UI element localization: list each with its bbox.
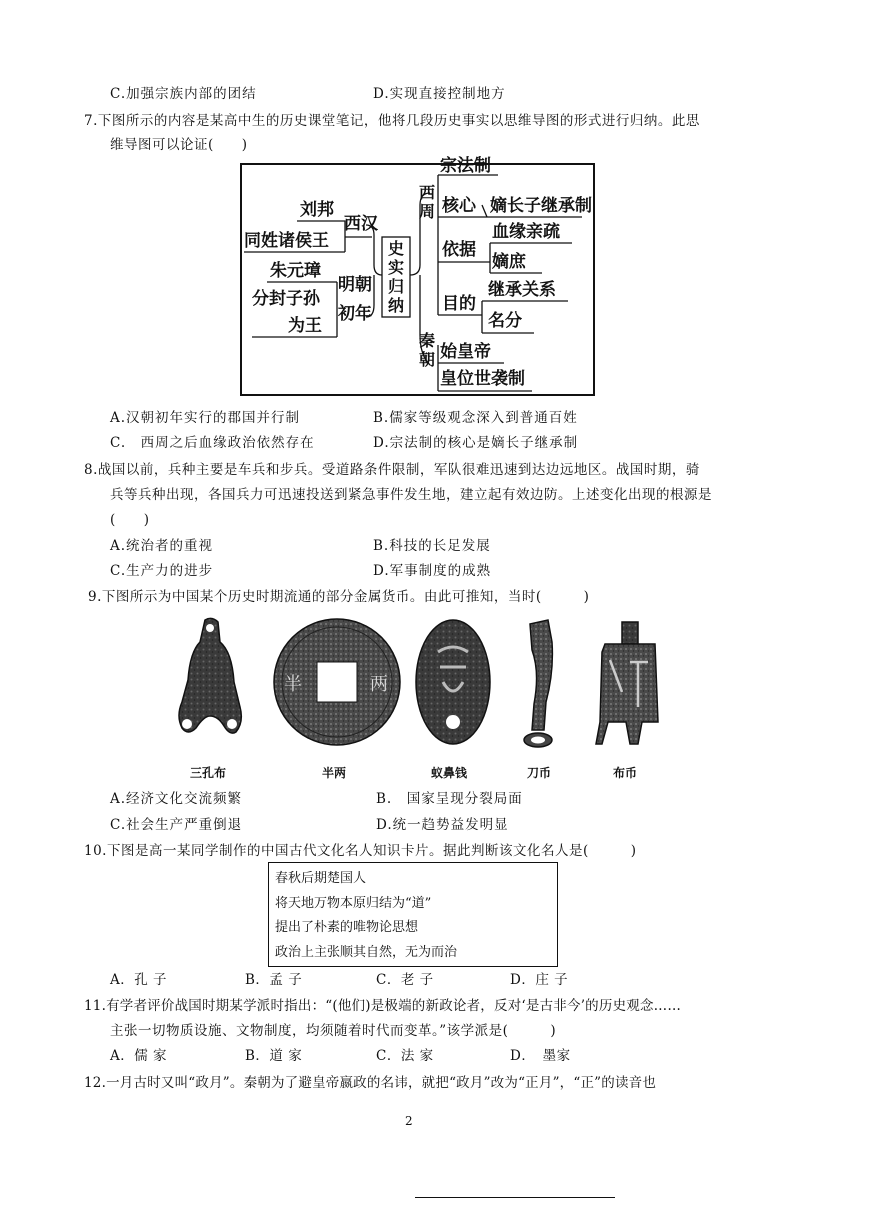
q9-option-b: B. 国家呈现分裂局面 <box>376 791 523 807</box>
q9-option-c: C.社会生产严重倒退 <box>110 817 243 833</box>
q11-option-a: A．儒 家 <box>110 1048 168 1064</box>
q11-option-b: B．道 家 <box>245 1048 303 1064</box>
coins-figure <box>160 612 705 787</box>
mindmap-tongxing: 同姓诸侯王 <box>244 231 329 251</box>
coin-label-bubi: 布币 <box>613 766 638 780</box>
q10-stem: 10.下图是高一某同学制作的中国古代文化名人知识卡片。据此判断该文化名人是( ) <box>84 843 637 859</box>
knowledge-card <box>268 862 558 967</box>
mindmap-xihan: 西汉 <box>344 214 378 234</box>
page-number: 2 <box>405 1114 413 1128</box>
mindmap-hexin: 核心 <box>442 196 476 216</box>
q8-option-c: C.生产力的进步 <box>110 563 214 579</box>
coin-label-yibiqian: 蚁鼻钱 <box>431 766 468 780</box>
card-line-2: 将天地万物本原归结为“道” <box>275 895 432 911</box>
q7-option-c: C. 西周之后血缘政治依然存在 <box>110 435 315 451</box>
daobi-coin-icon <box>524 620 552 747</box>
q7-option-b: B.儒家等级观念深入到普通百姓 <box>373 410 578 426</box>
q10-option-d: D．庄 子 <box>510 972 569 988</box>
q8-option-a: A.统治者的重视 <box>110 538 214 554</box>
banliang-coin-icon <box>274 619 400 745</box>
q8-option-b: B.科技的长足发展 <box>373 538 491 554</box>
q10-option-b: B．孟 子 <box>245 972 303 988</box>
q11-stem-line2: 主张一切物质设施、文物制度，均须随着时代而变革。”该学派是( ) <box>110 1023 557 1039</box>
mindmap-mude: 目的 <box>442 294 476 314</box>
mindmap-mingfen: 名分 <box>488 311 522 331</box>
q6-option-c: C.加强宗族内部的团结 <box>110 86 257 102</box>
sankongbu-coin-icon <box>179 618 241 733</box>
coins-illustration <box>160 612 705 762</box>
mindmap-diagram <box>240 156 595 396</box>
bubi-coin-icon <box>596 622 658 744</box>
q9-option-d: D.统一趋势益发明显 <box>376 817 509 833</box>
mindmap-fenfeng: 分封子孙 <box>252 289 320 309</box>
q11-option-d: D． 墨家 <box>510 1048 571 1064</box>
card-line-1: 春秋后期楚国人 <box>275 871 367 886</box>
mindmap-weiwang: 为王 <box>288 316 322 336</box>
q8-stem-line2: 兵等兵种出现，各国兵力可迅速投送到紧急事件发生地，建立起有效边防。上述变化出现的根源是 <box>110 487 712 503</box>
q9-option-a: A.经济文化交流频繁 <box>110 791 243 807</box>
q9-stem: 9.下图所示为中国某个历史时期流通的部分金属货币。由此可推知，当时( ) <box>88 589 590 605</box>
mindmap-mingchao: 明朝 <box>338 275 372 295</box>
mindmap-center: 史 实 归 纳 <box>387 239 404 315</box>
card-line-3: 提出了朴素的唯物论思想 <box>275 920 419 935</box>
q8-stem-line1: 8.战国以前，兵种主要是车兵和步兵。受道路条件限制，军队很难迅速到达边远地区。战国时期，骑 <box>84 462 700 478</box>
coin-label-sankongbu: 三孔布 <box>190 766 227 780</box>
q8-stem-line3: ( ) <box>110 512 150 528</box>
q7-option-a: A.汉朝初年实行的郡国并行制 <box>110 410 301 426</box>
coin-label-daobi: 刀币 <box>527 766 552 780</box>
coin-label-banliang: 半两 <box>322 766 347 780</box>
q10-option-a: A．孔 子 <box>110 972 168 988</box>
mindmap-yiju: 依据 <box>442 240 476 260</box>
q11-option-c: C．法 家 <box>376 1048 434 1064</box>
svg-text:两: 两 <box>370 674 388 695</box>
footer-divider <box>415 1197 615 1198</box>
card-line-4: 政治上主张顺其自然，无为而治 <box>275 944 458 960</box>
mindmap-dishu: 嫡庶 <box>492 252 526 272</box>
q7-option-d: D.宗法制的核心是嫡长子继承制 <box>373 435 579 451</box>
mindmap-chunian: 初年 <box>338 304 372 324</box>
mindmap-zhuyuanzhang: 朱元璋 <box>270 261 321 281</box>
mindmap-dizhangzi: 嫡长子继承制 <box>490 196 592 216</box>
q7-stem-line1: 7.下图所示的内容是某高中生的历史课堂笔记，他将几段历史事实以思维导图的形式进行归纳。此思 <box>84 113 700 129</box>
q12-stem-line1: 12.一月古时又叫“政月”。秦朝为了避皇帝嬴政的名讳，就把“政月”改为“正月”，“正”的读音也 <box>84 1075 657 1091</box>
mindmap-qinchao: 秦 朝 <box>418 331 435 369</box>
q8-option-d: D.军事制度的成熟 <box>373 563 492 579</box>
q10-option-c: C．老 子 <box>376 972 434 988</box>
mindmap-liubang: 刘邦 <box>300 200 334 220</box>
mindmap-shihuangdi: 始皇帝 <box>440 342 491 362</box>
q7-stem-line2: 维导图可以论证( ) <box>110 137 248 153</box>
q6-option-d: D.实现直接控制地方 <box>373 86 506 102</box>
yibiqian-coin-icon <box>416 620 490 744</box>
mindmap-xizhou: 西 周 <box>418 183 435 221</box>
q11-stem-line1: 11.有学者评价战国时期某学派时指出：“(他们)是极端的新政论者，反对‘是古非今’的历史观念…… <box>84 998 682 1014</box>
svg-text:半: 半 <box>284 674 302 695</box>
mindmap-jicheng: 继承关系 <box>488 280 556 300</box>
mindmap-zongfazhi: 宗法制 <box>440 156 491 176</box>
mindmap-huangwei: 皇位世袭制 <box>440 369 525 389</box>
mindmap-xueyuan: 血缘亲疏 <box>492 222 560 242</box>
